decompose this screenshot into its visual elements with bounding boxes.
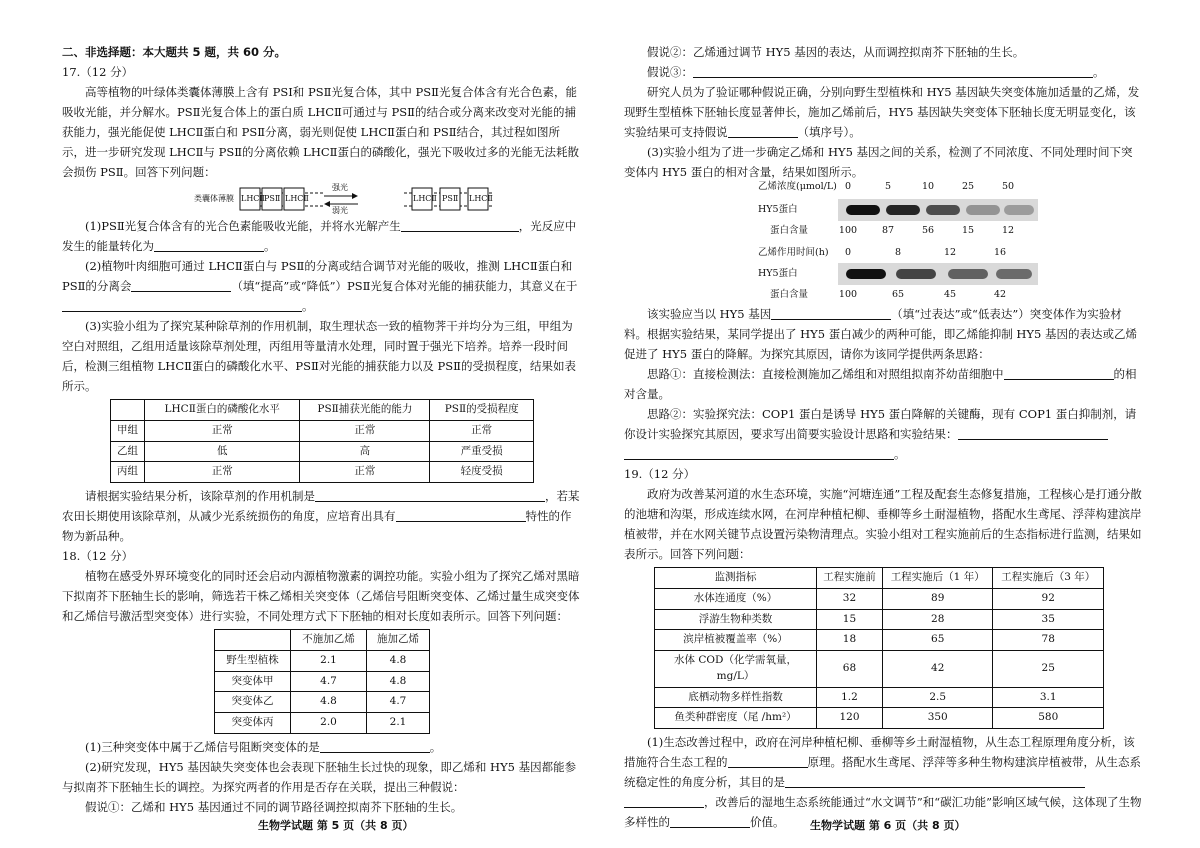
blot-time-label: 乙烯作用时间(h) <box>758 247 829 258</box>
table-row <box>215 650 430 671</box>
q18-heading: 18.（12 分） <box>62 549 134 563</box>
table-cell: 2.0 <box>291 713 367 734</box>
page-5-footer: 生物学试题 第 5 页（共 8 页） <box>258 819 414 832</box>
table-cell: 低 <box>145 441 300 462</box>
q17-p4-text-a: 请根据实验结果分析，该除草剂的作用机制是 <box>85 489 315 503</box>
q18-hypothesis-3 <box>624 62 1144 82</box>
blot-content-value: 100 <box>838 289 858 300</box>
arrow-weak-head <box>324 201 330 207</box>
blot-content-value: 56 <box>921 225 935 236</box>
table-header-row <box>111 400 534 421</box>
q19-p1-text-a: (1)生态改善过程中，政府在河岸种植杞柳、垂柳等乡土耐湿植物，从生态工程原理角度分析，该措施符合生态工程的 <box>624 735 1135 769</box>
blot-content-label: 蛋白含量 <box>770 225 809 236</box>
blot-time-value: 0 <box>844 247 852 258</box>
blot-band <box>948 269 988 279</box>
table-header <box>215 630 291 651</box>
q17-part3: (3)实验小组为了探究某种除草剂的作用机制，取生理状态一致的植物荠干并均分为三组，甲组为空白对照组，乙组用适量该除草剂处理，丙组用等量清水处理，同时置于强光下培养。培养一段时间后，检测三组植物 LHCⅡ蛋白的磷酸化水平、PSⅡ对光能的捕获能力以及 PSⅡ的受损程度，结果如表所示。 <box>62 319 576 393</box>
answer-blank[interactable] <box>693 65 1093 78</box>
diagram-svg <box>62 184 582 214</box>
page-6-column <box>624 42 1144 832</box>
q18-table <box>214 629 430 734</box>
table-header: PSⅡ捕获光能的能力 <box>300 400 430 421</box>
blot-band-row-2 <box>758 263 1098 287</box>
table-cell: 甲组 <box>111 420 145 441</box>
answer-blank[interactable] <box>771 307 891 320</box>
table-header: 监测指标 <box>655 568 817 589</box>
membrane-label: 类囊体薄膜 <box>194 194 234 203</box>
answer-blank[interactable] <box>728 125 798 138</box>
table-cell: 严重受损 <box>430 441 534 462</box>
lhc-label-4: LHCⅡ <box>469 194 493 203</box>
section-title: 二、非选择题：本大题共 5 题，共 60 分。 <box>62 45 287 59</box>
ps-label-2: PSⅡ <box>442 194 459 203</box>
table-row <box>655 651 1104 688</box>
blot-time-value: 16 <box>993 247 1007 258</box>
q18-idea-1 <box>624 364 1144 404</box>
q19-table <box>654 567 1104 729</box>
table-cell: 突变体乙 <box>215 692 291 713</box>
q17-p2-text-a: (2)植物叶肉细胞可通过 LHCⅡ蛋白与 PSⅡ的分离或结合调节对光能的吸收，推测 LHCⅡ蛋白和 PSⅡ的分离会 <box>62 259 573 293</box>
table-cell: 65 <box>882 630 993 651</box>
table-cell: 25 <box>993 651 1104 688</box>
table-cell: 正常 <box>430 420 534 441</box>
lhc-label-3: LHCⅡ <box>413 194 437 203</box>
blot-conc-value: 5 <box>884 181 892 192</box>
table-cell: 底栖动物多样性指数 <box>655 687 817 708</box>
blot-band <box>846 205 880 215</box>
table-cell: 乙组 <box>111 441 145 462</box>
q17-p4-text-c: 特性的作物为新品种。 <box>62 509 572 543</box>
table-header: 施加乙烯 <box>366 630 429 651</box>
table-cell: 滨岸植被覆盖率（%） <box>655 630 817 651</box>
q17-p2-text-c: 。 <box>302 299 314 313</box>
table-cell: 92 <box>993 588 1104 609</box>
table-header-row <box>215 630 430 651</box>
table-row <box>655 588 1104 609</box>
h3-text-b: 。 <box>1093 65 1105 79</box>
table-row <box>111 462 534 483</box>
table-cell: 高 <box>300 441 430 462</box>
page-5-column <box>62 42 582 817</box>
answer-blank[interactable] <box>958 427 1108 440</box>
q19-heading: 19.（12 分） <box>624 467 696 481</box>
table-cell: 4.7 <box>366 692 429 713</box>
table-cell: 89 <box>882 588 993 609</box>
r4-text-a: 思路①：直接检测法：直接检测施加乙烯组和对照组拟南芥幼苗细胞中 <box>647 367 1004 381</box>
blot-content-value: 15 <box>961 225 975 236</box>
q17-p1-text-a: (1)PSⅡ光复合体含有的光合色素能吸收光能，并将水光解产生 <box>85 219 401 233</box>
table-row <box>111 441 534 462</box>
table-cell: 35 <box>993 609 1104 630</box>
table-cell: 350 <box>882 708 993 729</box>
thylakoid-diagram <box>62 184 582 214</box>
answer-blank[interactable] <box>154 239 264 252</box>
q18-material <box>624 304 1144 364</box>
table-cell: 2.5 <box>882 687 993 708</box>
q18-p1-text-a: (1)三种突变体中属于乙烯信号阻断突变体的是 <box>85 739 320 754</box>
answer-blank[interactable] <box>62 299 302 312</box>
blot-conc-row <box>758 182 1098 199</box>
table-row <box>215 671 430 692</box>
table-cell: 浮游生物种类数 <box>655 609 817 630</box>
q18-hypothesis-2: 假说②：乙烯通过调节 HY5 基因的表达，从而调控拟南芥下胚轴的生长。 <box>647 45 1025 59</box>
blot-conc-label: 乙烯浓度(μmol/L) <box>758 181 837 192</box>
answer-blank[interactable] <box>401 219 519 232</box>
blot-band <box>846 269 886 279</box>
answer-blank[interactable] <box>670 815 750 828</box>
blot-content-row-1 <box>758 223 1098 240</box>
table-cell: 水体 COD（化学需氧量，mg/L） <box>655 651 817 688</box>
blot-band-strip <box>838 263 1038 285</box>
q17-intro: 高等植物的叶绿体类囊体薄膜上含有 PSⅠ和 PSⅡ光复合体，其中 PSⅡ光复合体含有光合色素，能吸收光能，并分解水。PSⅡ光复合体上的蛋白质 LHCⅡ可通过与 PSⅡ的结合或分离来改变对光能的捕获能力，强光能促使 LHCⅡ蛋白和 PSⅡ分离，弱光则促使 LHCⅡ蛋白和 PSⅡ结合，其过程如图所示，进一步研究发现 LHCⅡ与 PSⅡ的分离依赖 LHCⅡ蛋白的磷酸化，强光下吸收过多的光能无法耗散会损伤 PSⅡ。回答下列问题： <box>62 85 579 179</box>
table-header: LHCⅡ蛋白的磷酸化水平 <box>145 400 300 421</box>
ps-label-1: PSⅡ <box>264 194 281 203</box>
weak-light-label: 弱光 <box>332 206 348 215</box>
table-cell: 4.8 <box>291 692 367 713</box>
table-cell: 4.7 <box>291 671 367 692</box>
blot-band-strip <box>838 199 1038 221</box>
blot-conc-value: 25 <box>961 181 975 192</box>
answer-blank[interactable] <box>728 755 808 768</box>
blot-band-label: HY5蛋白 <box>758 268 798 279</box>
table-cell: 1.2 <box>817 687 883 708</box>
table-row <box>215 713 430 734</box>
table-row <box>215 692 430 713</box>
table-cell: 78 <box>993 630 1104 651</box>
blot-conc-value: 50 <box>1001 181 1015 192</box>
table-row <box>655 687 1104 708</box>
q18-idea-2 <box>624 404 1144 464</box>
q17-heading: 17.（12 分） <box>62 65 134 79</box>
table-cell: 15 <box>817 609 883 630</box>
blot-band <box>896 269 936 279</box>
table-header: 工程实施后（3 年） <box>993 568 1104 589</box>
answer-blank[interactable] <box>1004 367 1114 380</box>
table-header-row <box>655 568 1104 589</box>
table-cell: 32 <box>817 588 883 609</box>
table-cell: 42 <box>882 651 993 688</box>
blot-content-label: 蛋白含量 <box>770 289 809 300</box>
blot-content-value: 42 <box>993 289 1007 300</box>
r1-text-b: （填序号）。 <box>797 125 861 139</box>
table-cell: 2.1 <box>366 713 429 734</box>
blot-band <box>996 269 1032 279</box>
table-cell: 轻度受损 <box>430 462 534 483</box>
table-cell: 正常 <box>300 420 430 441</box>
table-cell: 水体连通度（%） <box>655 588 817 609</box>
table-row <box>655 630 1104 651</box>
r5-text-a: 思路②：实验探究法：COP1 蛋白是诱导 HY5 蛋白降解的关键酶，现有 COP1 蛋白抑制剂，请你设计实验探究其原因，要求写出简要实验设计思路和实验结果： <box>624 407 1137 441</box>
blot-time-row <box>758 240 1098 263</box>
page-6-footer: 生物学试题 第 6 页（共 8 页） <box>810 819 966 832</box>
table-cell: 4.8 <box>366 650 429 671</box>
q18-part2: (2)研究发现，HY5 基因缺失突变体也会表现下胚轴生长过快的现象，即乙烯和 HY5 基因都能参与拟南芥下胚轴生长的调控。为探究两者的作用是否存在关联，提出三种假说： <box>62 759 577 794</box>
q17-p2-text-b: （填“提高”或“降低”）PSⅡ光复合体对光能的捕获能力，其意义在于 <box>231 279 578 293</box>
q19-p1-text-b: 原理。搭配水生鸢尾、浮萍等多种生物构建滨岸植被带，从生态系统稳定性的角度分析，其目的是 <box>624 755 1141 789</box>
q17-p4-text-b: ，若某农田长期使用该除草剂，从减少光系统损伤的角度，应培育出具有 <box>62 489 580 523</box>
table-cell: 丙组 <box>111 462 145 483</box>
answer-blank[interactable] <box>315 489 545 502</box>
answer-blank[interactable] <box>320 740 430 753</box>
q18-intro: 植物在感受外界环境变化的同时还会启动内源植物激素的调控功能。实验小组为了探究乙烯对黑暗下拟南芥下胚轴生长的影响，筛选若干株乙烯相关突变体（乙烯信号阻断突变体、乙烯过量生成突变体和乙烯信号激活型突变体）进行实验，不同处理方式下下胚轴的相对长度如表所示。回答下列问题： <box>62 569 580 623</box>
q18-p1-text-b: 。 <box>429 739 442 754</box>
r1-text-a: 研究人员为了验证哪种假说正确，分别向野生型植株和 HY5 基因缺失突变体施加适量的乙烯，发现野生型植株下胚轴长度显著伸长，施加乙烯前后，HY5 基因缺失突变体下胚轴长度无明显变化，该实验结果可支持假说 <box>624 85 1140 139</box>
table-header <box>111 400 145 421</box>
western-blot-figure <box>758 182 1098 304</box>
q17-part4 <box>62 486 582 546</box>
blot-time-value: 12 <box>943 247 957 258</box>
q17-p1-text-b: ，光反应中发生的能量转化为 <box>62 219 577 253</box>
table-cell: 突变体甲 <box>215 671 291 692</box>
table-cell: 28 <box>882 609 993 630</box>
table-cell: 正常 <box>300 462 430 483</box>
table-header: 不施加乙烯 <box>291 630 367 651</box>
q17-table <box>110 399 534 483</box>
blot-content-value: 45 <box>943 289 957 300</box>
q17-part2 <box>62 256 582 316</box>
table-cell: 68 <box>817 651 883 688</box>
answer-blank[interactable] <box>785 775 1085 788</box>
blot-content-value: 12 <box>1001 225 1015 236</box>
r3-text-b: （填“过表达”或“低表达”）突变体作为实验材料。根据实验结果，某同学提出了 HY5 蛋白减少的两种可能，即乙烯能抑制 HY5 基因的表达或乙烯促进了 HY5 蛋白的降解。为探究其原因，请你为该同学提供两条思路： <box>624 307 1137 361</box>
blot-content-value: 100 <box>838 225 858 236</box>
table-row <box>111 420 534 441</box>
table-row <box>655 609 1104 630</box>
blot-content-value: 87 <box>881 225 895 236</box>
answer-blank[interactable] <box>131 279 231 292</box>
table-cell: 18 <box>817 630 883 651</box>
table-cell: 突变体丙 <box>215 713 291 734</box>
q18-result-1 <box>624 82 1144 142</box>
q18-part1 <box>62 737 582 757</box>
table-cell: 正常 <box>145 462 300 483</box>
q17-p1-text-c: 。 <box>264 239 276 253</box>
h3-text-a: 假说③： <box>647 65 693 79</box>
table-cell: 3.1 <box>993 687 1104 708</box>
table-cell: 580 <box>993 708 1104 729</box>
blot-band <box>966 205 1000 215</box>
r4-text-b: 的相对含量。 <box>624 367 1137 401</box>
table-cell: 鱼类种群密度（尾 /hm²） <box>655 708 817 729</box>
blot-time-value: 8 <box>894 247 902 258</box>
q19-p1-text-d: 价值。 <box>750 815 785 829</box>
answer-blank[interactable] <box>624 795 704 808</box>
blot-conc-value: 0 <box>844 181 852 192</box>
blot-conc-value: 10 <box>921 181 935 192</box>
blot-band-row-1 <box>758 199 1098 223</box>
r5-text-b: 。 <box>894 447 906 461</box>
q18-part3: (3)实验小组为了进一步确定乙烯和 HY5 基因之间的关系，检测了不同浓度、不同处理时间下突变体内 HY5 蛋白的相对含量，结果如图所示。 <box>624 145 1133 179</box>
blot-band <box>1004 205 1034 215</box>
table-cell: 2.1 <box>291 650 367 671</box>
answer-blank[interactable] <box>396 509 526 522</box>
table-row <box>655 708 1104 729</box>
blot-content-row-2 <box>758 287 1098 304</box>
table-cell: 正常 <box>145 420 300 441</box>
q17-part1 <box>62 216 582 256</box>
table-cell: 野生型植株 <box>215 650 291 671</box>
table-cell: 120 <box>817 708 883 729</box>
lhc-label-2: LHCⅡ <box>285 194 309 203</box>
blot-band-label: HY5蛋白 <box>758 204 798 215</box>
r3-text-a: 该实验应当以 HY5 基因 <box>647 307 772 321</box>
q19-p1-text-c: ，改善后的湿地生态系统能通过“水文调节”和“碳汇功能”影响区域气候，这体现了生物多样性的 <box>624 795 1142 829</box>
table-cell: 4.8 <box>366 671 429 692</box>
blot-band <box>886 205 920 215</box>
q18-hypothesis-1: 假说①：乙烯和 HY5 基因通过不同的调节路径调控拟南芥下胚轴的生长。 <box>85 799 463 814</box>
q19-intro: 政府为改善某河道的水生态环境，实施“河塘连通”工程及配套生态修复措施，工程核心是打通分散的池塘和沟渠，形成连续水网，在河岸种植杞柳、垂柳等乡土耐湿植物，搭配水生鸢尾、浮萍构建滨岸植被带，并在水网关键节点设置污染物清理点。实验小组对工程实施前后的生态指标进行监测，结果如表所示。回答下列问题： <box>624 487 1142 561</box>
blot-band <box>926 205 960 215</box>
table-header: 工程实施后（1 年） <box>882 568 993 589</box>
table-header: PSⅡ的受损程度 <box>430 400 534 421</box>
lhc-label-1: LHCⅡ <box>241 194 265 203</box>
answer-blank[interactable] <box>624 447 894 460</box>
arrow-strong-head <box>352 193 358 199</box>
blot-content-value: 65 <box>891 289 905 300</box>
table-header: 工程实施前 <box>817 568 883 589</box>
strong-light-label: 强光 <box>332 183 348 192</box>
